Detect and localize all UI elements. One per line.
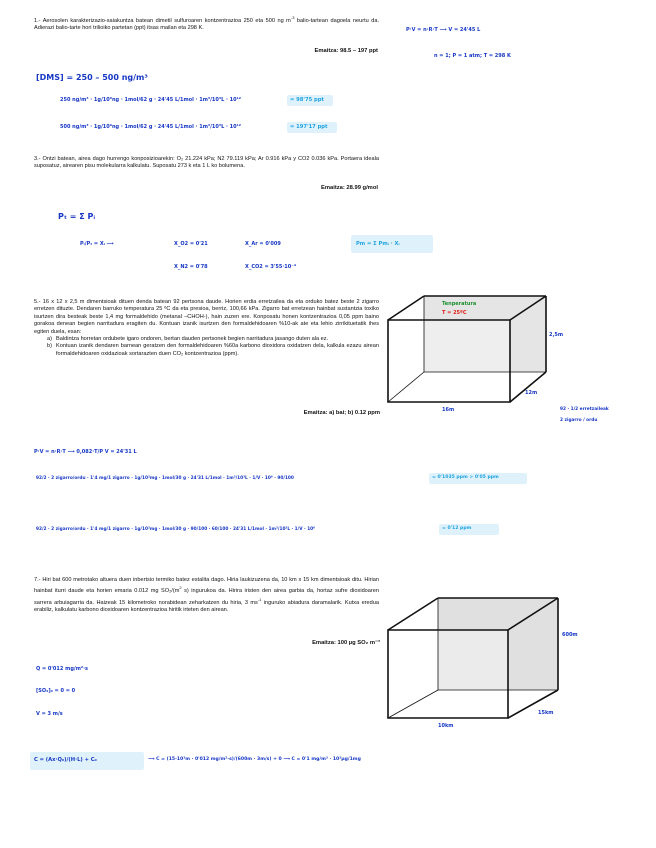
problem-7-answer: Emaitza: 100 µg SO₂ m⁻³ (312, 640, 380, 646)
problem-5-statement: 5.- 16 x 12 x 2,5 m dimentsioak dituen denda batean 92 pertsona daude. Horien erdia erretzailea da eta orduko batez beste 2 zigarro erretzen dituzte. Dendaren barruko temperatura 25 ºC da eta presioa, berriz, 100,66 kPa. Zigarro bat erretzean hainbat sustantzia toxiko isurtzen dira besteak beste 1,4 mg formaldehido (metanal –CHOH-), hain zuzen ere. Konposatu honen kontzentrazioa 0,05 ppm baino gorakoa denean begien narritadura eragiten du. Kontuan izanik isurtzen den formaldehidoaren %10-ak ate eta lehio zirrikituetatik ihes egiten duela, esan: a) Baldintza horretan ordubete igaro ondoren, bertan dauden pertsonek begien narritadura jasango duten ala ez. b) Kontuan izanik dendaren barnean geratzen den formaldehidoaren %60a karbono dioxidora oxidatzen dela, kalkula ezazu airean formaldehidoaren oxidazioak sortarazten duen CO₂ kontzentrazioa (ppm). (34, 299, 379, 357)
problem-3-statement: 3.- Ontzi batean, airea dago hurrengo konposizioarekin: O₂ 21.224 kPa; N2 79.119 kPa; Ar 0.916 kPa y CO2 0.036 kPa. Portaera ideala suposatuz, airearen pisu molekularra kalkulatu. Suposatu 273 k eta 1 L ko bolumena. (34, 156, 379, 170)
problem-1-hw-calc-250: 250 ng/m³ · 1g/10⁹ng · 1mol/62 g · 24'45 L/1mol · 1m³/10³L · 10¹² (60, 97, 241, 103)
problem-7-hw-substitution: ⟶ C = (15·10³m · 0'012 mg/m²·s)/(600m · 3m/s) + 0 ⟶ C = 0'1 mg/m³ · 10³µg/1mg (148, 757, 361, 762)
problem-7-hw-v: V = 3 m/s (36, 711, 63, 717)
box-temp-label: Tenperatura (442, 301, 477, 307)
problem-7-hw-q: Q = 0'012 mg/m²·s (36, 666, 88, 672)
problem-5-answer: Emaitza: a) bai; b) 0.12 ppm (303, 410, 380, 416)
box-width-label: 16m (442, 407, 455, 413)
problem-5-hw-smokers: 92 · 1/2 erretzaileak (560, 407, 609, 412)
box-height-label: 2,5m (549, 332, 564, 338)
problem-1-hw-conditions: n = 1; P = 1 atm; T = 298 K (434, 53, 511, 59)
problem-1-hw-range: [DMS] = 250 – 500 ng/m³ (36, 73, 148, 82)
problem-1-answer: Emaitza: 98.5 – 197 ppt (314, 48, 378, 54)
problem-3-hw-fraction: Pᵢ/Pₜ = Xᵢ ⟶ (80, 241, 114, 247)
problem-5-room-diagram (380, 284, 564, 424)
problem-5-item-b: b) Kontuan izanik dendaren barnean geratzen den formaldehidoaren %60a karbono dioxidora oxidatzen dela, kalkula ezazu airean formaldehidoaren oxidazioak sortarazten duen CO₂ kontzentrazioa (ppm). (47, 343, 379, 357)
box-depth-label: 15km (538, 710, 554, 716)
problem-7-statement: 7.- Hiri bat 600 metrotako altuera duen inbertsio termiko batez estalita dago. Hiria laukizuzena da, 10 km x 15 km dimentsioak ditu. Hirian hainbat iturri daude eta horien emaria 0.012 mg SO₂/($m^2$ s) ingurukoa da. Hirira iristen den airea garbia da, hortaz sufre dioxidoaren sarrera arbuiagarria da. Haizeak 15 kilometroko norabidean zeharkatzen du hiria, 3 $ms^{-1}$ inguruko abiadura daramalarik. Kutxa eredua erabiliz, kalkulatu karbono dioxidoaren kontzentrazioa hiritik irteten den airean. (34, 577, 379, 613)
problem-5-item-a: a) Baldintza horretan ordubete igaro ondoren, bertan dauden pertsonek begien narritadura jasango duten ala ez. (47, 336, 329, 343)
problem-7-hw-c0: [SO₂]₀ = 0 = 0 (36, 688, 76, 694)
problem-7-hw-formula: C = (Ax·Q₀)/(H·L) + C₀ (34, 757, 97, 763)
problem-3-hw-x-ar: X_Ar = 0'009 (245, 241, 281, 247)
box-width-label: 10km (438, 723, 454, 729)
problem-5-hw-calc-a: 92/2 · 2 zigarro/ordu · 1'4 mg/1 zigarro · 1g/10³mg · 1mol/30 g · 24'31 L/1mol · 1m³/10³L · 1/V · 10⁶ · 90/100 (36, 476, 294, 481)
problem-3-hw-x-o2: X_O2 = 0'21 (174, 241, 208, 247)
problem-5-hw-calc-b: 92/2 · 2 zigarro/ordu · 1'4 mg/1 zigarro · 1g/10³mg · 1mol/30 g · 90/100 · 60/100 · 24'31 L/1mol · 1m³/10³L · 1/V · 10⁶ (36, 527, 316, 532)
box-front-face (388, 320, 510, 402)
problem-1-result-500: = 197'17 ppt (290, 124, 328, 130)
problem-3-hw-pm: Pm = Σ Pmᵢ · Xᵢ (356, 241, 400, 247)
problem-3-hw-sum: Pₜ = Σ Pᵢ (58, 212, 96, 221)
problem-1-hw-gas-law: P·V = n·R·T ⟶ V = 24'45 L (406, 27, 481, 33)
problem-1-statement: 1.- Aerosolen karakterizazio-saiakuntza batean dimetil sulfuroaren kontzentrazioa 250 eta 500 ng $m^{-3}$ balio-tartean dagoela neurtu da. Adierazi balio-tarte hori trilioiko partetan (ppt) itsas mailan eta 298 K. (34, 15, 380, 32)
box-front-face (388, 630, 508, 718)
box-edge (388, 296, 424, 320)
problem-5-result-b: = 0'12 ppm (442, 526, 472, 531)
problem-3-answer: Emaitza: 28.99 g/mol (320, 185, 378, 191)
problem-7-city-box-diagram (378, 590, 578, 730)
problem-3-hw-x-co2: X_CO2 = 3'55·10⁻⁴ (245, 264, 297, 270)
box-depth-label: 12m (525, 390, 538, 396)
problem-5-hw-gas-law: P·V = n·R·T ⟶ 0,082·T/P V = 24'31 L (34, 449, 137, 455)
problem-1-hw-calc-500: 500 ng/m³ · 1g/10⁹ng · 1mol/62 g · 24'45 L/1mol · 1m³/10³L · 10¹² (60, 124, 241, 130)
box-height-label: 600m (562, 632, 578, 638)
box-edge (388, 598, 438, 630)
problem-5-hw-cigarettes: 2 zigarro / ordu (560, 418, 598, 423)
box-edge (510, 372, 546, 402)
problem-3-hw-x-n2: X_N2 = 0'78 (174, 264, 208, 270)
problem-1-result-250: = 98'75 ppt (290, 97, 324, 103)
problem-5-result-a: = 0'1035 ppm > 0'05 ppm (432, 475, 499, 480)
box-temp-value: T = 25ºC (442, 310, 467, 316)
